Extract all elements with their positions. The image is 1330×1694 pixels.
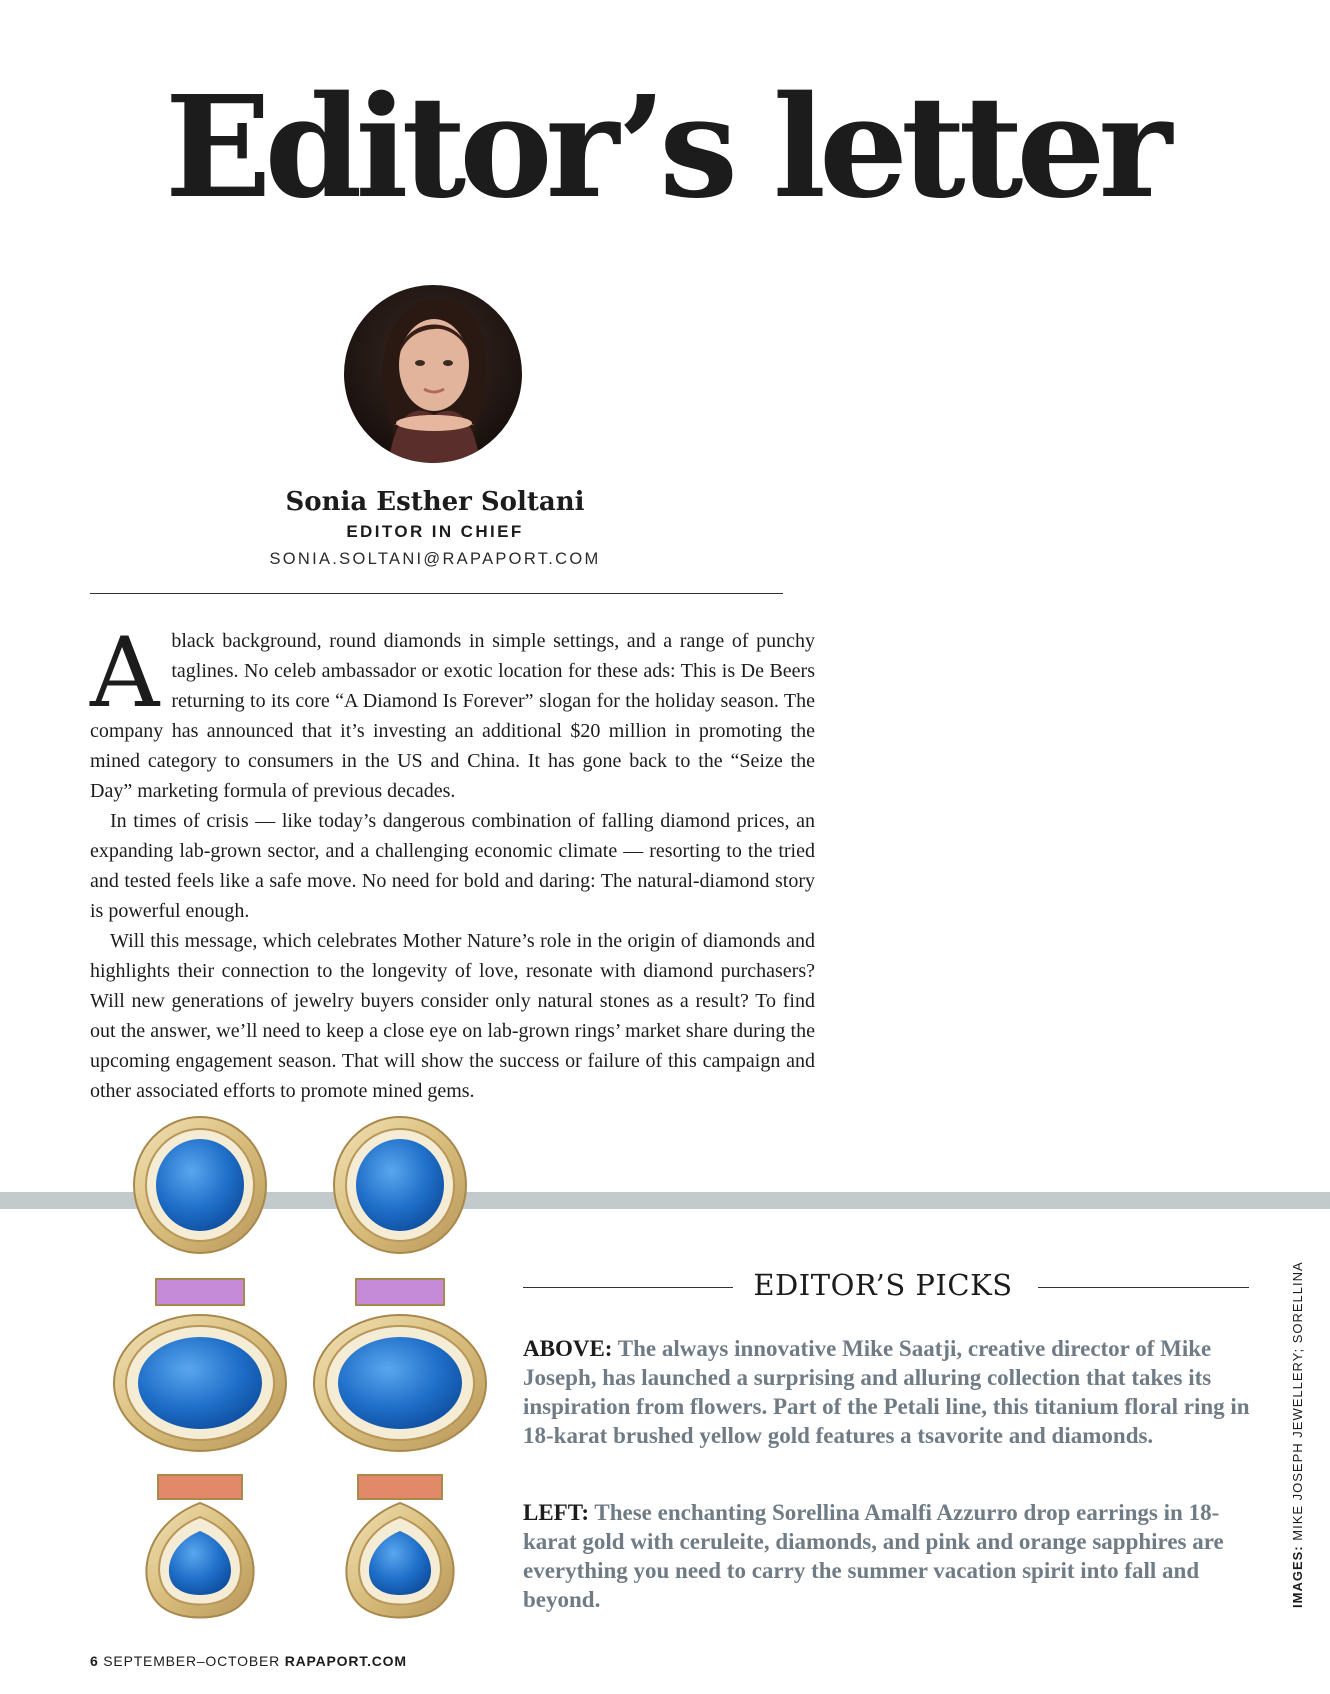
page-footer (90, 1653, 407, 1669)
author-portrait (344, 285, 522, 463)
drop-cap: A (90, 617, 160, 729)
picks-rule-right (1038, 1287, 1249, 1288)
pick-above-text: The always innovative Mike Saatji, creative director of Mike Joseph, has launched a surprising and alluring collection that takes its inspiration from flowers. Part of the Petali line, this titanium floral ring in 18-karat brushed yellow gold features a tsavorite and diamonds. (523, 1336, 1250, 1448)
credit-label: IMAGES: (1290, 1545, 1305, 1608)
page-number: 6 (90, 1653, 99, 1669)
issue-date: SEPTEMBER–OCTOBER (103, 1653, 281, 1669)
pick-above-label: ABOVE: (523, 1336, 613, 1361)
earrings-image (108, 1115, 508, 1625)
site-link[interactable]: RAPAPORT.COM (284, 1653, 407, 1669)
pick-above (523, 1334, 1253, 1450)
pick-left-text: These enchanting Sorellina Amalfi Azzurro drop earrings in 18-karat gold with ceruleite, diamonds, and pink and orange sapphires are everything you need to carry the summer vacation spirit into fall and beyond. (523, 1500, 1224, 1612)
author-role: EDITOR IN CHIEF (346, 522, 524, 541)
author-name: Sonia Esther Soltani (285, 487, 585, 517)
pick-left-label: LEFT: (523, 1500, 590, 1525)
divider (90, 593, 783, 594)
credit-text: MIKE JOSEPH JEWELLERY; SORELLINA (1290, 1261, 1305, 1541)
image-credit (1290, 1261, 1305, 1608)
letter-paragraph-3: Will this message, which celebrates Mother Nature’s role in the origin of diamonds and highlights their connection to the longevity of love, resonate with diamond purchasers? Will new generations of jewelry buyers consider only natural stones as a result? To find out the answer, we’ll need to keep a close eye on lab-grown rings’ market share during the upcoming engagement season. That will show the success or failure of this campaign and other associated efforts to promote mined gems. (90, 930, 815, 1102)
paragraph-1-text: black background, round diamonds in simple settings, and a range of punchy taglines. No celeb ambassador or exotic location for these ads: This is De Beers returning to its core “A Diamond Is Forever” slogan for the holiday season. The company has announced that it’s investing an additional $20 million in promoting the mined category to consumers in the US and China. It has gone back to the “Seize the Day” marketing formula of previous decades. (90, 630, 815, 802)
editors-picks-title: EDITOR’S PICKS (753, 1268, 1013, 1302)
picks-rule-left (523, 1287, 733, 1288)
letter-body (90, 617, 815, 1106)
letter-paragraph-1 (90, 617, 815, 806)
author-email[interactable]: SONIA.SOLTANI@RAPAPORT.COM (269, 550, 601, 568)
page-title: Editor’s letter (164, 66, 1166, 230)
pick-left (523, 1498, 1253, 1614)
letter-paragraph-2: In times of crisis — like today’s dangerous combination of falling diamond prices, an expanding lab-grown sector, and a challenging economic climate — resorting to the tried and tested feels like a safe move. No need for bold and daring: The natural-diamond story is powerful enough. (90, 810, 815, 922)
